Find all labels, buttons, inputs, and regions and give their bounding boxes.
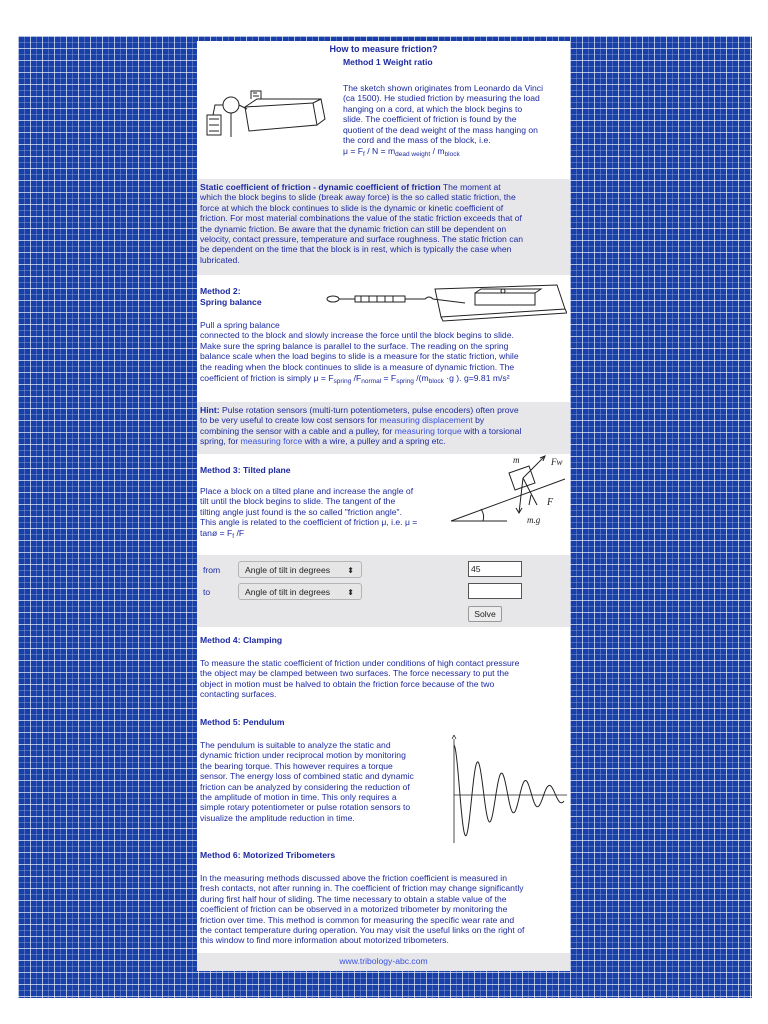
select-arrows-icon: ⬍ bbox=[347, 588, 354, 597]
method1-line-6: the cord and the mass of the block, i.e. bbox=[343, 135, 491, 145]
method5-heading: Method 5: Pendulum bbox=[200, 717, 285, 727]
method6-line-2: fresh contacts, not after running in. The coefficient of friction may change significantly bbox=[200, 883, 524, 894]
measuring-displacement-link[interactable]: measuring displacement bbox=[379, 415, 473, 426]
method5-line-4: sensor. The energy loss of combined static and dynamic bbox=[200, 771, 414, 782]
static-dynamic-line-4: friction. For most material combinations the value of the static friction exceeds that of bbox=[200, 213, 522, 224]
method4-heading: Method 4: Clamping bbox=[200, 635, 283, 645]
da-vinci-sketch-icon bbox=[201, 85, 331, 153]
method6-line-3: during first half hour of sliding. The time necessary to obtain a stable value of the bbox=[200, 893, 507, 904]
static-dynamic-line-2: which the block begins to slide (break away force) is the so called static friction, the bbox=[200, 192, 516, 203]
method5-line-2: dynamic friction under reciprocal motion by monitoring bbox=[200, 750, 406, 761]
tilted-plane-sketch-icon bbox=[447, 451, 569, 531]
method1-line-5: quotient of the dead weight of the mass hanging on bbox=[343, 124, 538, 135]
method6-line-6: the contact temperature during operation. You may visit the useful links on the right of bbox=[200, 925, 525, 935]
method1-line-1: The sketch shown originates from Leonardo da Vinci bbox=[343, 83, 543, 93]
solve-button[interactable]: Solve bbox=[468, 606, 502, 622]
method2-heading-1: Method 2: bbox=[200, 286, 241, 296]
method5-line-7: simple rotary potentiometer or pulse rotation sensors to bbox=[200, 802, 411, 813]
footer-site-link[interactable]: www.tribology-abc.com bbox=[339, 956, 428, 966]
static-dynamic-line-1: Static coefficient of friction - dynamic coefficient of friction The moment at bbox=[200, 182, 501, 192]
method6-line-1: In the measuring methods discussed above the friction coefficient is measured in bbox=[200, 873, 507, 883]
method3-line-5: tanø = $F_f$ /F bbox=[200, 528, 245, 540]
method4-line-4: contacting surfaces. bbox=[200, 689, 277, 700]
method2-line-3: Make sure the spring balance is parallel to the surface. The reading on the spring bbox=[200, 340, 509, 351]
method1-line-4: slide. The coefficient of friction is found by the bbox=[343, 114, 517, 125]
method5-line-5: friction can be analyzed by considering the reduction of bbox=[200, 781, 410, 792]
method3-line-3: tilting angle just found is the so called "friction angle". bbox=[200, 506, 402, 517]
method2-heading-2: Spring balance bbox=[200, 297, 262, 307]
method1-heading: Method 1 Weight ratio bbox=[343, 57, 433, 67]
hint-line-2: to be very useful to create low cost sensors for measuring displacement by bbox=[200, 415, 485, 426]
from-unit-select[interactable]: Angle of tilt in degrees ⬍ bbox=[238, 561, 362, 578]
select-arrows-icon: ⬍ bbox=[347, 566, 354, 575]
hint-line-3: combining the sensor with a cable and a pulley, for measuring torque with a torsional bbox=[200, 425, 522, 436]
hint-line-1: Hint: Pulse rotation sensors (multi-turn potentiometers, pulse encoders) often prove bbox=[200, 405, 519, 415]
method6-heading: Method 6: Motorized Tribometers bbox=[200, 850, 336, 860]
method4-line-1: To measure the static coefficient of friction under conditions of high contact pressure bbox=[200, 658, 520, 668]
content-panel bbox=[197, 41, 570, 971]
sketch-label-f: F bbox=[547, 497, 554, 508]
method3-line-1: Place a block on a tilted plane and increase the angle of bbox=[200, 486, 414, 496]
static-dynamic-line-3: force at which the block continues to slide is the dynamic or kinetic coefficient of bbox=[200, 202, 504, 213]
method1-formula: $\mu = F_f / N = m_{dead weight} / m_{block}$ bbox=[343, 146, 460, 158]
hint-line-4: spring, for measuring force with a wire, a pulley and a spring etc. bbox=[200, 436, 446, 447]
spring-balance-sketch-icon bbox=[325, 281, 567, 325]
method2-line-4: balance scale when the load begins to slide is a measure for the static friction, while bbox=[200, 351, 519, 362]
page-title: How to measure friction? bbox=[329, 44, 438, 54]
method5-line-3: the bearing torque. This however requires a torque bbox=[200, 760, 393, 771]
method2-line-1: Pull a spring balance bbox=[200, 320, 280, 330]
to-label: to bbox=[203, 587, 211, 597]
sketch-label-m: m bbox=[513, 455, 520, 465]
method4-line-3: object in motion must be halved to obtain the friction force because of the two bbox=[200, 678, 495, 689]
static-dynamic-line-5: the dynamic friction. Be aware that the dynamic friction can still be dependent on bbox=[200, 223, 507, 234]
method6-line-5: friction over time. This method is common for measuring the specific wear rate and bbox=[200, 914, 515, 925]
method4-line-2: the object may be clamped between two surfaces. The force necessary to put the bbox=[200, 668, 509, 679]
from-value-input[interactable]: 45 bbox=[468, 561, 522, 577]
static-dynamic-line-8: lubricated. bbox=[200, 254, 240, 265]
damped-oscillation-graph-icon bbox=[449, 735, 569, 847]
method3-line-2: tilt until the block begins to slide. The tangent of the bbox=[200, 496, 396, 507]
method2-line-2: connected to the block and slowly increase the force until the block begins to slide. bbox=[200, 330, 514, 341]
from-label: from bbox=[203, 565, 221, 575]
method6-line-7: this window to find more information about motorized tribometers. bbox=[200, 935, 449, 946]
method1-line-3: hanging on a cord, at which the block begins to bbox=[343, 103, 523, 114]
hint-label: Hint: bbox=[200, 405, 220, 415]
sketch-label-fw: Fw bbox=[551, 457, 563, 467]
to-unit-select[interactable]: Angle of tilt in degrees ⬍ bbox=[238, 583, 362, 600]
measuring-force-link[interactable]: measuring force bbox=[240, 436, 303, 447]
method6-line-4: coefficient of friction can be observed in a motorized tribometer by monitoring the bbox=[200, 904, 508, 915]
static-dynamic-heading: Static coefficient of friction - dynamic coefficient of friction bbox=[200, 182, 441, 192]
method5-line-1: The pendulum is suitable to analyze the static and bbox=[200, 740, 391, 750]
method5-line-6: the amplitude of motion in time. This only requires a bbox=[200, 792, 397, 802]
method5-line-8: visualize the amplitude reduction in time. bbox=[200, 812, 355, 823]
sketch-label-mg: m.g bbox=[527, 515, 541, 525]
measuring-torque-link[interactable]: measuring torque bbox=[394, 425, 462, 436]
method2-line-5: the reading when the block continues to slide is a measure of dynamic friction. The bbox=[200, 361, 515, 372]
to-value-input[interactable] bbox=[468, 583, 522, 599]
method2-formula: coefficient of friction is simply $\mu = F_{spring}$ $/F_{normal} = F_{spring}$ $/(m_{block} \cdot g$ ). g=9.81 m/s² bbox=[200, 372, 510, 385]
static-dynamic-line-7: be dependent on the time that the block is in rest, which is typically the case when bbox=[200, 244, 512, 255]
method3-heading: Method 3: Tilted plane bbox=[200, 465, 291, 475]
static-dynamic-line-6: velocity, contact pressure, temperature and surface roughness. The static friction can bbox=[200, 234, 524, 244]
method1-line-2: (ca 1500). He studied friction by measuring the load bbox=[343, 93, 540, 104]
method3-line-4: This angle is related to the coefficient of friction μ, i.e. μ = bbox=[200, 517, 418, 528]
